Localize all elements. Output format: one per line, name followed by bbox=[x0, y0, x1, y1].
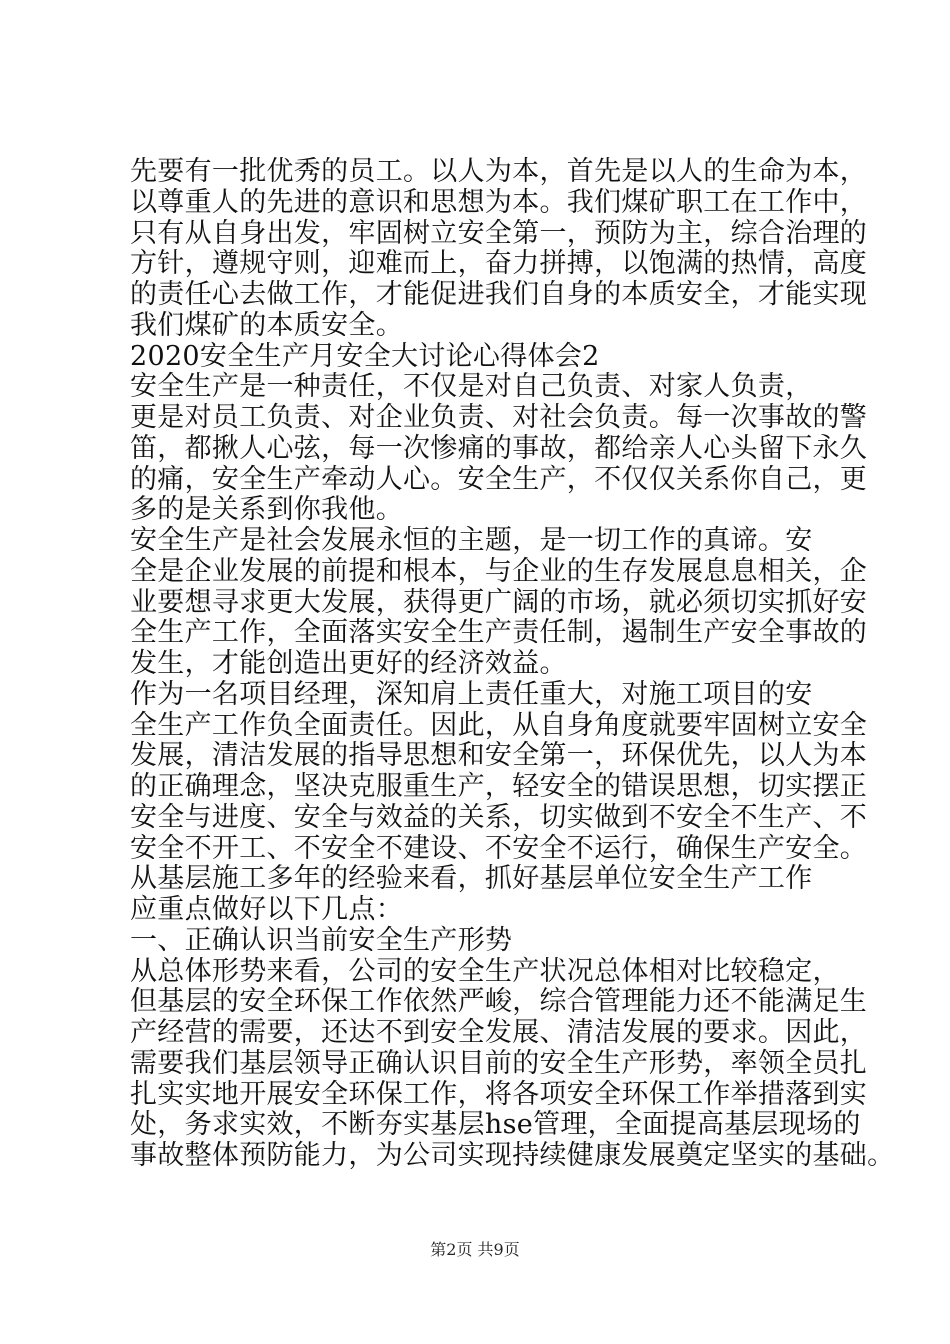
paragraph-line: 我们煤矿的本质安全。 bbox=[130, 309, 403, 341]
paragraph-line: 安全与进度、安全与效益的关系，切实做到不安全不生产、不 bbox=[130, 801, 868, 833]
paragraph-line: 从基层施工多年的经验来看，抓好基层单位安全生产工作 bbox=[130, 863, 813, 895]
paragraph-line: 笛，都揪人心弦，每一次惨痛的事故，都给亲人心头留下永久 bbox=[130, 432, 868, 464]
paragraph-line: 处，务求实效，不断夯实基层hse管理，全面提高基层现场的 bbox=[130, 1109, 861, 1141]
paragraph-line: 业要想寻求更大发展，获得更广阔的市场，就必须切实抓好安 bbox=[130, 586, 868, 618]
paragraph-line: 以尊重人的先进的意识和思想为本。我们煤矿职工在工作中， bbox=[130, 186, 868, 218]
paragraph-line: 更是对员工负责、对企业负责、对社会负责。每一次事故的警 bbox=[130, 402, 868, 433]
paragraph-line: 2020安全生产月安全大讨论心得体会2 bbox=[130, 340, 600, 372]
paragraph-line: 应重点做好以下几点： bbox=[130, 894, 403, 925]
paragraph-line: 方针，遵规守则，迎难而上，奋力拼搏，以饱满的热情，高度 bbox=[130, 248, 868, 280]
paragraph-line: 产经营的需要，还达不到安全发展、清洁发展的要求。因此， bbox=[130, 1017, 868, 1048]
paragraph-line: 的正确理念，坚决克服重生产，轻安全的错误思想，切实摆正 bbox=[130, 771, 868, 802]
paragraph-line: 安全生产是社会发展永恒的主题，是一切工作的真谛。安 bbox=[130, 525, 813, 556]
paragraph-line: 全生产工作负全面责任。因此，从自身角度就要牢固树立安全 bbox=[130, 709, 868, 741]
paragraph-line: 从总体形势来看，公司的安全生产状况总体相对比较稳定， bbox=[130, 955, 840, 987]
page-footer: 第2页 共9页 bbox=[430, 1240, 520, 1259]
paragraph-line: 全是企业发展的前提和根本，与企业的生存发展息息相关，企 bbox=[130, 555, 868, 587]
paragraph-line: 全生产工作，全面落实安全生产责任制，遏制生产安全事故的 bbox=[130, 617, 868, 649]
paragraph-line: 的痛，安全生产牵动人心。安全生产，不仅仅关系你自己，更 bbox=[130, 463, 868, 495]
paragraph-line: 安全生产是一种责任，不仅是对自己负责、对家人负责， bbox=[130, 371, 813, 403]
paragraph-line: 但基层的安全环保工作依然严峻，综合管理能力还不能满足生 bbox=[130, 986, 868, 1018]
paragraph-line: 需要我们基层领导正确认识目前的安全生产形势，率领全员扎 bbox=[130, 1047, 868, 1079]
paragraph-line: 的责任心去做工作，才能促进我们自身的本质安全，才能实现 bbox=[130, 279, 868, 310]
paragraph-line: 安全不开工、不安全不建设、不安全不运行，确保生产安全。 bbox=[130, 832, 868, 864]
paragraph-line: 多的是关系到你我他。 bbox=[130, 494, 403, 526]
paragraph-line: 扎实实地开展安全环保工作，将各项安全环保工作举措落到实 bbox=[130, 1078, 868, 1110]
paragraph-line: 先要有一批优秀的员工。以人为本，首先是以人的生命为本， bbox=[130, 156, 868, 187]
paragraph-line: 作为一名项目经理，深知肩上责任重大，对施工项目的安 bbox=[130, 678, 813, 710]
paragraph-line: 事故整体预防能力，为公司实现持续健康发展奠定坚实的基础。 bbox=[130, 1140, 895, 1171]
paragraph-line: 只有从自身出发，牢固树立安全第一，预防为主，综合治理的 bbox=[130, 217, 868, 249]
paragraph-line: 发展，清洁发展的指导思想和安全第一，环保优先，以人为本 bbox=[130, 740, 868, 772]
paragraph-line: 发生，才能创造出更好的经济效益。 bbox=[130, 648, 567, 679]
paragraph-line: 一、正确认识当前安全生产形势 bbox=[130, 924, 513, 956]
